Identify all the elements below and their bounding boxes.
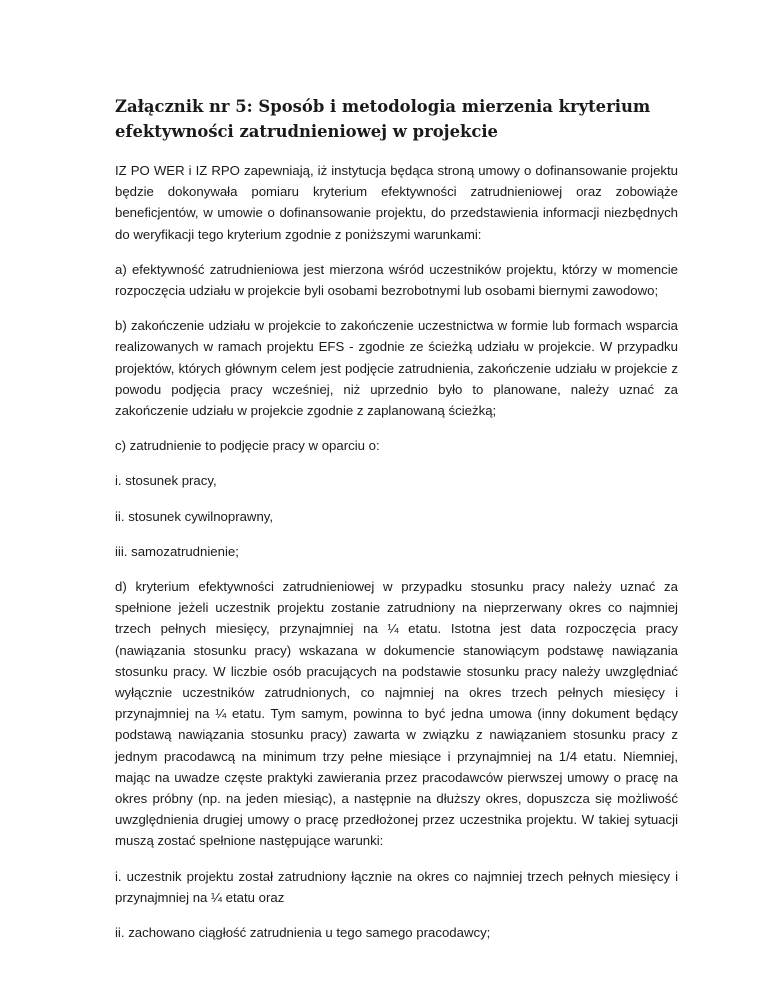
paragraph-b: b) zakończenie udziału w projekcie to zakończenie uczestnictwa w formie lub formach wsparcia realizowanych w ramach projektu EFS - zgodnie ze ścieżką udziału w projekcie. W przypadku projektów, których głównym celem jest podjęcie zatrudnienia, zakończenie udziału w projekcie z powodu podjęcia pracy wcześniej, niż uprzednio było to planowane, należy uznać za zakończenie udziału w projekcie zgodnie z zaplanowaną ścieżką; <box>115 318 678 419</box>
paragraph-a: a) efektywność zatrudnieniowa jest mierzona wśród uczestników projektu, którzy w momencie rozpoczęcia udziału w projekcie byli osobami bezrobotnymi lub osobami biernymi zawodowo; <box>115 261 678 299</box>
document-page <box>115 94 678 957</box>
list-item-self-employment: iii. samozatrudnienie; <box>115 543 239 559</box>
paragraph-d: d) kryterium efektywności zatrudnieniowej w przypadku stosunku pracy należy uznać za spełnione jeżeli uczestnik projektu zostanie zatrudniony na nieprzerwany okres co najmniej trzech pełnych miesięcy, przynajmniej na ¼ etatu. Istotna jest data rozpoczęcia pracy (nawiązania stosunku pracy) wskazana w dokumencie stanowiącym podstawę nawiązania stosunku pracy. W liczbie osób pracujących na podstawie stosunku pracy należy uwzględniać wyłącznie uczestników zatrudnionych, co najmniej na okres trzech pełnych miesięcy i przynajmniej na ¼ etatu. Tym samym, powinna to być jedna umowa (inny dokument będący podstawą nawiązania stosunku pracy) zawarta w związku z nawiązaniem stosunku pracy z jednym pracodawcą na minimum trzy pełne miesiące i przynajmniej na 1/4 etatu. Niemniej, mając na uwadze częste praktyki zawierania przez pracodawców pierwszej umowy o pracę na okres próbny (np. na jeden miesiąc), a następnie na dłuższy okres, dopuszcza się możliwość uwzględnienia drugiej umowy o pracę przedłożonej przez uczestnika projektu. W takiej sytuacji muszą zostać spełnione następujące warunki: <box>115 579 678 849</box>
condition-item-i: i. uczestnik projektu został zatrudniony łącznie na okres co najmniej trzech pełnych miesięcy i przynajmniej na ¼ etatu oraz <box>115 868 678 905</box>
condition-item-ii: ii. zachowano ciągłość zatrudnienia u tego samego pracodawcy; <box>115 925 491 941</box>
intro-paragraph: IZ PO WER i IZ RPO zapewniają, iż instytucja będąca stroną umowy o dofinansowanie projektu będzie dokonywała pomiaru kryterium efektywności zatrudnieniowej oraz zobowiąże beneficjentów, w umowie o dofinansowanie projektu, do przedstawienia informacji niezbędnych do weryfikacji tego kryterium zgodnie z poniższymi warunkami: <box>115 163 678 242</box>
paragraph-c: c) zatrudnienie to podjęcie pracy w oparciu o: <box>115 438 380 454</box>
document-title: Załącznik nr 5: Sposób i metodologia mierzenia kryterium efektywności zatrudnieniowej w projekcie <box>115 97 651 141</box>
list-item-employment-contract: i. stosunek pracy, <box>115 473 217 489</box>
list-item-civil-contract: ii. stosunek cywilnoprawny, <box>115 508 274 524</box>
